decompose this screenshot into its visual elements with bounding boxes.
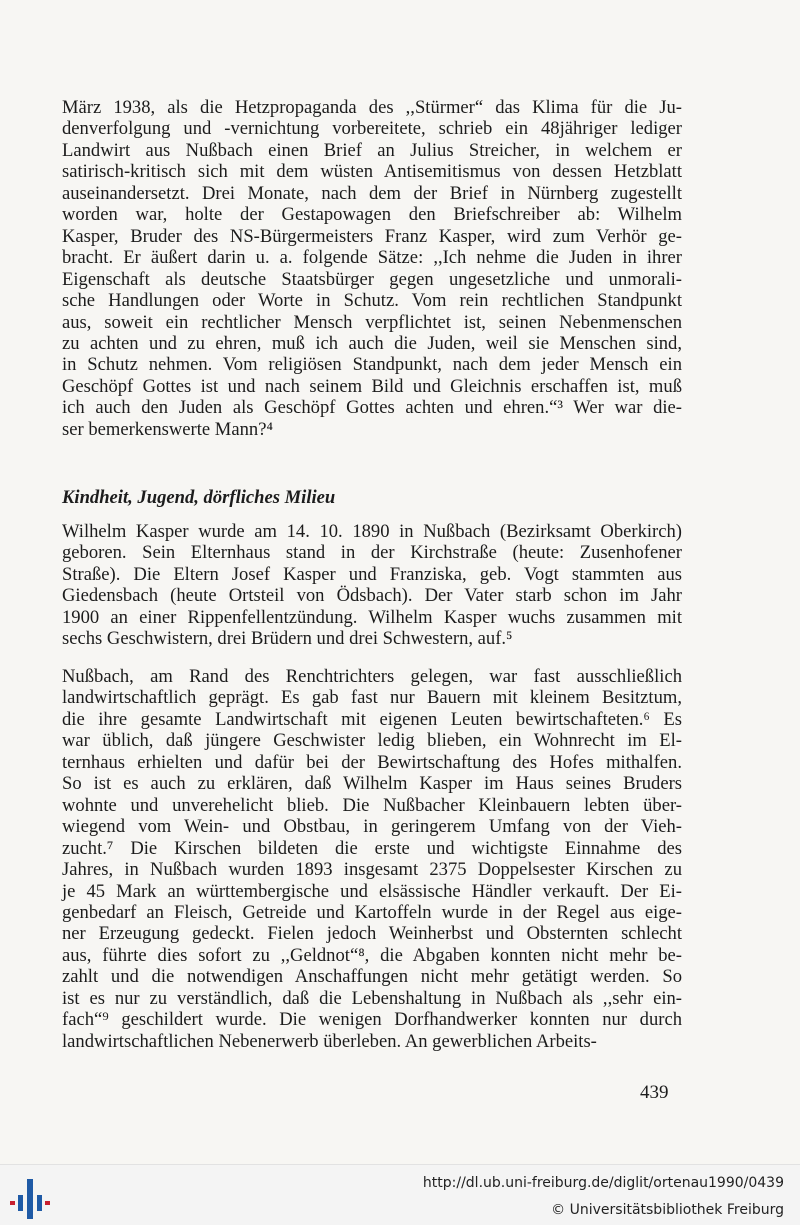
text-line: Eigenschaft als deutsche Staatsbürger gegen ungesetzliche und unmorali- <box>62 268 682 290</box>
text-line: bracht. Er äußert darin u. a. folgende Sätze: ,,Ich nehme die Juden in ihrer <box>62 247 682 269</box>
paragraph-3 <box>62 666 682 1052</box>
text-line: ner Erzeugung gedeckt. Fielen jedoch Weinherbst und Obsternten schlecht <box>62 923 682 945</box>
text-line: die ihre gesamte Landwirtschaft mit eigenen Leuten bewirtschafteten.⁶ Es <box>62 708 682 730</box>
text-line: ternhaus erhielten und dafür bei der Bewirtschaftung des Hofes mithalfen. <box>62 751 682 773</box>
text-line: landwirtschaftlichen Nebenerwerb überleben. An gewerblichen Arbeits- <box>62 1030 597 1052</box>
text-line: auseinandersetzt. Drei Monate, nach dem der Brief in Nürnberg zugestellt <box>62 182 682 204</box>
text-line: ist es nur zu verständlich, daß die Lebenshaltung in Nußbach als ,,sehr ein- <box>62 987 682 1009</box>
paragraph-2 <box>62 521 682 650</box>
text-line: denverfolgung und -vernichtung vorbereitete, schrieb ein 48jähriger lediger <box>62 118 682 140</box>
copyright-text: © Universitätsbibliothek Freiburg <box>551 1202 784 1218</box>
paragraph-1-text <box>62 97 682 440</box>
paragraph-1 <box>62 97 682 440</box>
text-line: ich auch den Juden als Geschöpf Gottes achten und ehren.“³ Wer war die- <box>62 397 682 419</box>
text-line: So ist es auch zu erklären, daß Wilhelm Kasper im Haus seines Bruders <box>62 773 682 795</box>
text-line: geboren. Sein Elternhaus stand in der Kirchstraße (heute: Zusenhofener <box>62 542 682 564</box>
footer-bar <box>0 1164 800 1225</box>
paragraph-2-text <box>62 521 682 650</box>
text-line: satirisch-kritisch sich mit dem wüsten Antisemitismus von dessen Hetzblatt <box>62 161 682 183</box>
page-number: 439 <box>640 1082 669 1103</box>
text-line: Kasper, Bruder des NS-Bürgermeisters Franz Kasper, wird zum Verhör ge- <box>62 225 682 247</box>
text-line: März 1938, als die Hetzpropaganda des ,,Stürmer“ das Klima für die Ju- <box>62 97 682 118</box>
text-line: je 45 Mark an württembergische und elsässische Händler verkauft. Der Ei- <box>62 880 682 902</box>
section-heading: Kindheit, Jugend, dörfliches Milieu <box>62 487 336 508</box>
ub-freiburg-logo-icon <box>10 1177 50 1221</box>
paragraph-3-text <box>62 666 682 1052</box>
text-line: Geschöpf Gottes ist und nach seinem Bild und Gleichnis erschaffen ist, muß <box>62 375 682 397</box>
text-line: ser bemerkenswerte Mann?⁴ <box>62 418 273 440</box>
text-line: wohnte und unverehelicht blieb. Die Nußbacher Kleinbauern lebten über- <box>62 794 682 816</box>
text-line: Straße). Die Eltern Josef Kasper und Franziska, geb. Vogt stammten aus <box>62 563 682 585</box>
text-line: landwirtschaftlich geprägt. Es gab fast nur Bauern mit kleinem Besitztum, <box>62 687 682 709</box>
text-line: zu achten und zu ehren, muß ich auch die Juden, weil sie Menschen sind, <box>62 332 682 354</box>
text-line: wiegend vom Wein- und Obstbau, in geringerem Umfang von der Vieh- <box>62 816 682 838</box>
text-line: genbedarf an Fleisch, Getreide und Kartoffeln wurde in der Regel aus eige- <box>62 901 682 923</box>
text-line: aus, soweit ein rechtlicher Mensch verpflichtet ist, seinen Nebenmenschen <box>62 311 682 333</box>
text-line: 1900 an einer Rippenfellentzündung. Wilhelm Kasper wuchs zusammen mit <box>62 606 682 628</box>
text-line: zucht.⁷ Die Kirschen bildeten die erste und wichtigste Einnahme des <box>62 837 682 859</box>
text-line: fach“⁹ geschildert wurde. Die wenigen Dorfhandwerker konnten nur durch <box>62 1009 682 1031</box>
text-line: sche Handlungen oder Worte in Schutz. Vom rein rechtlichen Standpunkt <box>62 290 682 312</box>
text-line: Landwirt aus Nußbach einen Brief an Julius Streicher, in welchem er <box>62 139 682 161</box>
source-url-link[interactable]: http://dl.ub.uni-freiburg.de/diglit/ortenau1990/0439 <box>422 1175 784 1191</box>
text-line: war üblich, daß jüngere Geschwister ledig blieben, ein Wohnrecht im El- <box>62 730 682 752</box>
text-line: Giedensbach (heute Ortsteil von Ödsbach). Der Vater starb schon im Jahr <box>62 585 682 607</box>
text-line: Nußbach, am Rand des Renchtrichters gelegen, war fast ausschließlich <box>62 666 682 687</box>
text-line: zahlt und die notwendigen Anschaffungen nicht mehr getätigt werden. So <box>62 966 682 988</box>
text-line: aus, führte dies sofort zu ,,Geldnot“⁸, die Abgaben konnten nicht mehr be- <box>62 944 682 966</box>
text-line: sechs Geschwistern, drei Brüdern und drei Schwestern, auf.⁵ <box>62 628 513 650</box>
text-line: worden war, holte der Gestapowagen den Briefschreiber ab: Wilhelm <box>62 204 682 226</box>
text-line: Jahres, in Nußbach wurden 1893 insgesamt 2375 Doppelsester Kirschen zu <box>62 859 682 881</box>
text-line: Wilhelm Kasper wurde am 14. 10. 1890 in Nußbach (Bezirksamt Oberkirch) <box>62 521 682 542</box>
text-line: in Schutz nehmen. Vom religiösen Standpunkt, nach dem jeder Mensch ein <box>62 354 682 376</box>
